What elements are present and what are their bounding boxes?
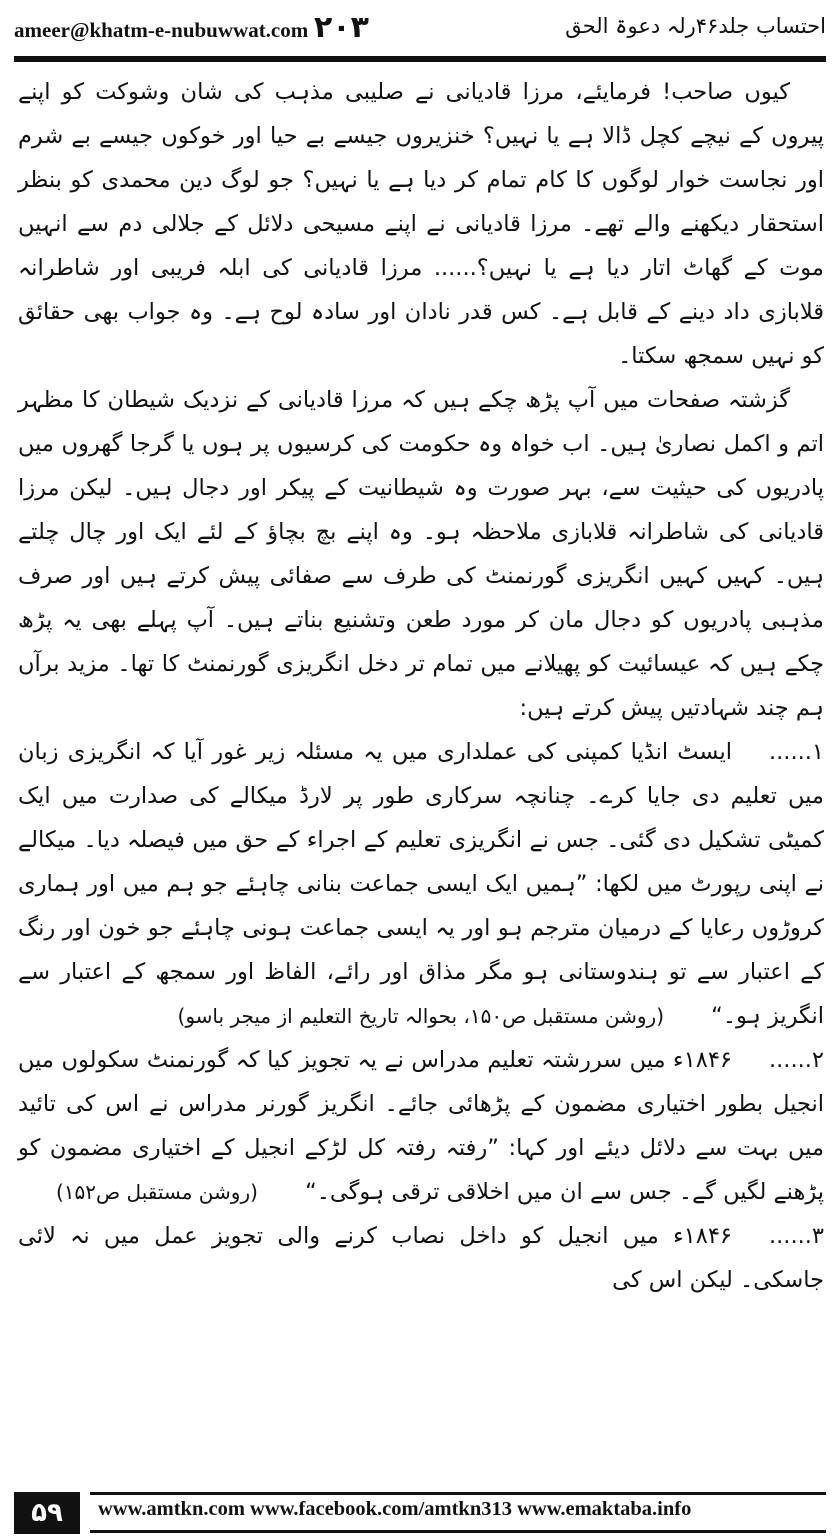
item-number: ۲...... [768,1047,824,1073]
page-footer [14,1492,826,1534]
footer-divider-bottom [90,1530,826,1533]
header-email: ameer@khatm-e-nubuwwat.com [14,18,309,42]
item-citation: (روشن مستقبل ص۱۵۰، بحوالہ تاریخ التعلیم از میجر باسو) [177,1004,664,1028]
footer-divider-top [90,1492,826,1495]
footer-links: www.amtkn.com www.facebook.com/amtkn313 www.emaktaba.info [98,1498,692,1520]
list-item [18,1038,824,1214]
item-text: ۱۸۴۶ء میں سررشتہ تعلیم مدراس نے یہ تجویز کیا کہ گورنمنٹ سکولوں میں انجیل بطور اختیاری مضمون کے پڑھائی جائے۔ انگریز گورنر مدراس نے اس کی تائید میں بہت سے دلائل دیئے اور کہا: ”رفتہ رفتہ کل لڑکے انجیل کے اختیاری مضمون کو پڑھنے لگیں گے۔ جس سے ان میں اخلاقی ترقی ہوگی۔“ [18,1047,824,1205]
header-divider [14,56,826,62]
list-item [18,1214,824,1302]
page-header [14,8,826,54]
item-citation: (روشن مستقبل ص۱۵۲) [55,1180,258,1204]
header-page-number: ۲۰۳ [314,10,369,45]
paragraph: گزشتہ صفحات میں آپ پڑھ چکے ہیں کہ مرزا قادیانی کے نزدیک شیطان کا مظہر اتم و اکمل نصاریٰ ہیں۔ اب خواہ وہ حکومت کی کرسیوں پر ہوں یا گرجا گھروں میں پادریوں کی حیثیت سے، بہر صورت وہ شیطانیت کے پیکر اور دجال ہیں۔ لیکن مرزا قادیانی کی شاطرانہ قلابازی ملاحظہ ہو۔ وہ اپنے بچ بچاؤ کے لئے ایک اور چال چلتے ہیں۔ کہیں کہیں انگریزی گورنمنٹ کی طرف سے صفائی پیش کرتے ہیں اور صرف مذہبی پادریوں کو دجال مان کر مورد طعن وتشنیع بناتے ہیں۔ آپ پہلے بھی یہ پڑھ چکے ہیں کہ عیسائیت کو پھیلانے میں تمام تر دخل انگریزی گورنمنٹ کا تھا۔ مزید برآں ہم چند شہادتیں پیش کرتے ہیں: [18,387,824,721]
footer-page-number: ۵۹ [14,1492,80,1534]
item-number: ۱...... [768,739,824,765]
paragraph: کیوں صاحب! فرمایئے، مرزا قادیانی نے صلیبی مذہب کی شان وشوکت کو اپنے پیروں کے نیچے کچل ڈالا ہے یا نہیں؟ خنزیروں جیسے بے حیا اور خوکوں جیسے بے شرم اور نجاست خوار لوگوں کا کام تمام کر دیا ہے یا نہیں؟ جو لوگ دین محمدی کو بنظر استحقار دیکھنے والے تھے۔ مرزا قادیانی نے اپنے مسیحی دلائل کے جلالی دم سے انہیں موت کے گھاٹ اتار دیا ہے یا نہیں؟...... مرزا قادیانی کی ابلہ فریبی اور شاطرانہ قلابازی داد دینے کے قابل ہے۔ کس قدر نادان اور سادہ لوح ہے۔ وہ جواب بھی حقائق کو نہیں سمجھ سکتا۔ [18,79,824,369]
item-text: ۱۸۴۶ء میں انجیل کو داخل نصاب کرنے والی تجویز عمل میں نہ لائی جاسکی۔ لیکن اس کی [18,1223,824,1293]
item-number: ۳...... [768,1223,824,1249]
page-body [18,70,824,1482]
item-text: ایسٹ انڈیا کمپنی کی عملداری میں یہ مسئلہ زیر غور آیا کہ انگریزی زبان میں تعلیم دی جایا کرے۔ چنانچہ سرکاری طور پر لارڈ میکالے کی صدارت میں ایک کمیٹی تشکیل دی گئی۔ جس نے انگریزی تعلیم کے اجراء کے حق میں فیصلہ دیا۔ میکالے نے اپنی رپورٹ میں لکھا: ”ہمیں ایک ایسی جماعت بنانی چاہئے جو ہم میں اور ہماری کروڑوں رعایا کے درمیان مترجم ہو اور یہ ایسی جماعت ہونی چاہئے جو خون اور رنگ کے اعتبار سے تو ہندوستانی ہو مگر مذاق اور رائے، الفاظ اور سمجھ کے اعتبار سے انگریز ہو۔“ [18,739,824,1029]
list-item [18,730,824,1038]
header-book-title: احتساب جلد۴۶رلہ دعوۃ الحق [565,14,826,38]
